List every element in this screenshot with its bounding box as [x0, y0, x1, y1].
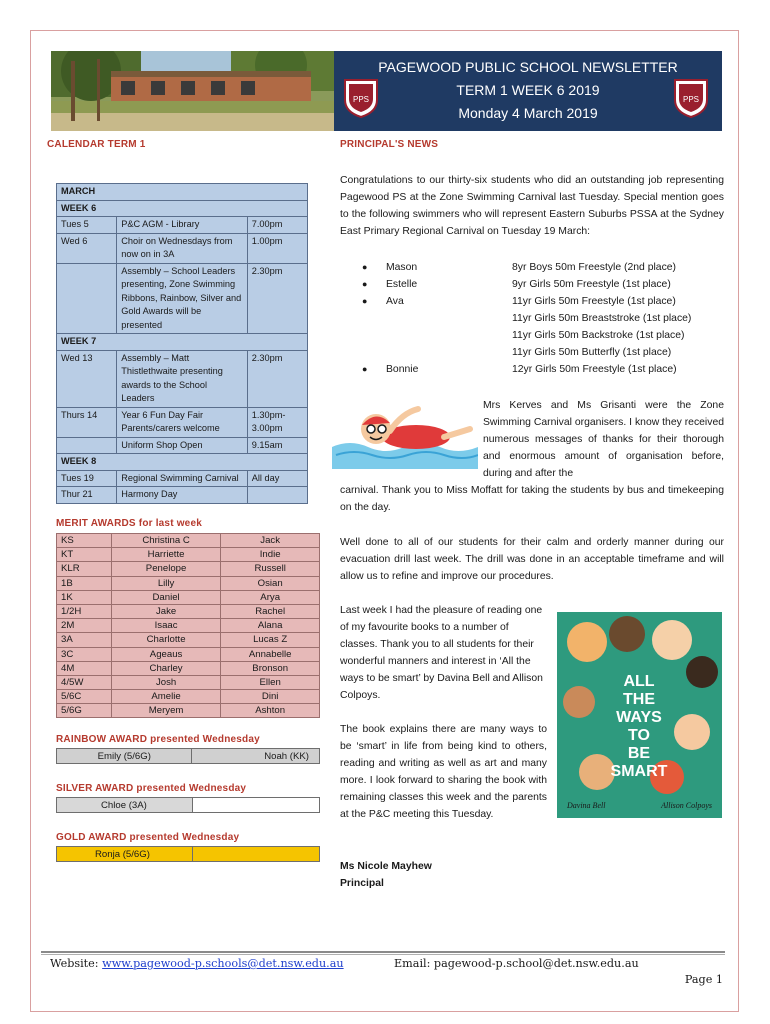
swimmer-row — [362, 361, 722, 378]
calendar-day: Wed 13 — [57, 350, 117, 407]
gold-award-table — [56, 846, 320, 862]
website-label: Website: — [50, 957, 103, 970]
merit-student: Meryem — [111, 704, 221, 718]
calendar-day: Thur 21 — [57, 487, 117, 504]
calendar-month: MARCH — [57, 184, 308, 201]
swimmer-name: Ava — [386, 296, 404, 307]
merit-row — [57, 590, 320, 604]
swimmer-event: 11yr Girls 50m Backstroke (1st place) — [512, 330, 685, 341]
merit-student: Ageaus — [111, 647, 221, 661]
calendar-row — [57, 233, 308, 263]
calendar-day: Thurs 14 — [57, 407, 117, 437]
merit-class: 5/6C — [57, 690, 112, 704]
swimmer-name: Bonnie — [386, 364, 419, 375]
book-illustrator: Allison Colpoys — [661, 801, 712, 810]
calendar-event: Year 6 Fun Day Fair Parents/carers welcome — [117, 407, 248, 437]
calendar-row — [57, 350, 308, 407]
book-title-line: ALL — [623, 673, 655, 690]
book-title-line: WAYS — [616, 709, 662, 726]
swimmer-row — [362, 259, 722, 276]
calendar-day — [57, 263, 117, 334]
merit-row — [57, 619, 320, 633]
silver-heading: SILVER AWARD presented Wednesday — [56, 783, 247, 794]
page-number: Page 1 — [684, 973, 723, 986]
calendar-row — [57, 407, 308, 437]
merit-student: Jake — [111, 604, 221, 618]
newsletter-date: Monday 4 March 2019 — [458, 105, 598, 121]
award-recipient — [192, 847, 319, 862]
list-bullet: ● — [362, 296, 368, 306]
calendar-event: Choir on Wednesdays from now on in 3A — [117, 233, 248, 263]
news-paragraph: The book explains there are many ways to be ‘smart’ in life from being kind to others, reading and writing as well as art and many more. I look forward to sharing the book with remaining classes this week and the parents at the P&C meeting this Tuesday. — [340, 724, 547, 820]
rainbow-award-table — [56, 748, 320, 764]
calendar-time: 2.30pm — [247, 350, 307, 407]
book-title-line: SMART — [610, 763, 668, 780]
swimmer-row — [362, 344, 722, 361]
book-title-line: TO — [628, 727, 650, 744]
news-paragraph: Last week I had the pleasure of reading one of my favourite books to a number of classes. Thank you to all students for their wonderful manners and interest in ‘All the ways to be smart’ by Davina Bell and Allison Colpoys. — [340, 605, 543, 701]
calendar-day — [57, 437, 117, 454]
swimmer-row — [362, 327, 722, 344]
merit-heading: MERIT AWARDS for last week — [56, 518, 202, 529]
merit-row — [57, 548, 320, 562]
list-bullet: ● — [362, 364, 368, 374]
merit-class: 1B — [57, 576, 112, 590]
merit-student: Bronson — [221, 661, 320, 675]
merit-student: Lilly — [111, 576, 221, 590]
merit-student: Dini — [221, 690, 320, 704]
footer-email: Email: pagewood-p.school@det.nsw.edu.au — [394, 957, 639, 970]
merit-student: Annabelle — [221, 647, 320, 661]
merit-row — [57, 534, 320, 548]
calendar-time: 1.00pm — [247, 233, 307, 263]
calendar-week-label: WEEK 7 — [57, 334, 308, 351]
calendar-event: Regional Swimming Carnival — [117, 470, 248, 487]
merit-row — [57, 576, 320, 590]
news-paragraph: carnival. Thank you to Miss Moffatt for taking the students by bus and timekeeping on the day. — [340, 485, 724, 513]
merit-student: Osian — [221, 576, 320, 590]
calendar-event: Harmony Day — [117, 487, 248, 504]
calendar-row — [57, 470, 308, 487]
crest-letters: PPS — [682, 95, 700, 104]
gold-heading: GOLD AWARD presented Wednesday — [56, 832, 240, 843]
merit-row — [57, 562, 320, 576]
swimmer-row — [362, 293, 722, 310]
merit-row — [57, 604, 320, 618]
award-recipient: Noah (KK) — [192, 749, 320, 764]
book-cover-image — [557, 612, 722, 818]
footer-website — [50, 957, 344, 970]
swimmer-row — [362, 310, 722, 327]
list-bullet: ● — [362, 262, 368, 272]
school-building-photo — [51, 51, 334, 131]
book-author: Davina Bell — [567, 801, 606, 810]
calendar-day: Tues 19 — [57, 470, 117, 487]
merit-row — [57, 675, 320, 689]
merit-row — [57, 633, 320, 647]
calendar-event: Assembly – School Leaders presenting, Zone Swimming Ribbons, Rainbow, Silver and Gold Awards will be presented — [117, 263, 248, 334]
merit-student: Russell — [221, 562, 320, 576]
merit-student: Charlotte — [111, 633, 221, 647]
merit-row — [57, 704, 320, 718]
book-title-line: BE — [627, 745, 651, 762]
footer-divider — [41, 954, 725, 955]
merit-class: 1K — [57, 590, 112, 604]
merit-row — [57, 647, 320, 661]
calendar-day: Tues 5 — [57, 217, 117, 234]
merit-student: Jack — [221, 534, 320, 548]
calendar-time — [247, 487, 307, 504]
merit-row — [57, 661, 320, 675]
book-title-line: THE — [623, 691, 655, 708]
award-recipient — [192, 798, 319, 813]
award-recipient: Emily (5/6G) — [57, 749, 192, 764]
calendar-event: Assembly – Matt Thistlethwaite presenting awards to the School Leaders — [117, 350, 248, 407]
swimmer-event: 9yr Girls 50m Freestyle (1st place) — [512, 279, 671, 290]
swimmer-illustration — [332, 395, 478, 469]
principal-name: Ms Nicole Mayhew — [340, 861, 432, 872]
calendar-event: Uniform Shop Open — [117, 437, 248, 454]
news-paragraph: Congratulations to our thirty-six students who did an outstanding job representing Pagewood PS at the Zone Swimming Carnival last Tuesday. Special mention goes to the following swimmers who will represent Eastern Suburbs PSSA at the Sydney East Primary Regional Carnival on Tuesday 19 March: — [340, 175, 724, 237]
merit-student: Indie — [221, 548, 320, 562]
merit-class: KLR — [57, 562, 112, 576]
calendar-time: 9.15am — [247, 437, 307, 454]
list-bullet: ● — [362, 279, 368, 289]
signature-block — [340, 858, 432, 892]
calendar-table — [56, 183, 308, 504]
merit-class: 4/5W — [57, 675, 112, 689]
principals-news-heading: PRINCIPAL'S NEWS — [340, 139, 439, 150]
calendar-row — [57, 487, 308, 504]
crest-letters: PPS — [352, 95, 370, 104]
school-crest-right — [673, 78, 709, 118]
swimmer-event: 11yr Girls 50m Butterfly (1st place) — [512, 347, 672, 358]
swimmer-name: Estelle — [386, 279, 418, 290]
merit-awards-table — [56, 533, 320, 718]
merit-student: Rachel — [221, 604, 320, 618]
swimmers-list — [362, 259, 722, 378]
merit-class: 3A — [57, 633, 112, 647]
news-paragraph: Mrs Kerves and Ms Grisanti were the Zone Swimming Carnival organisers. I know they received numerous messages of thanks for their thorough and enormous amount of organisation before, during and after the — [483, 400, 724, 479]
calendar-row — [57, 263, 308, 334]
merit-class: KS — [57, 534, 112, 548]
newsletter-title: PAGEWOOD PUBLIC SCHOOL NEWSLETTER — [378, 59, 678, 75]
calendar-time: 2.30pm — [247, 263, 307, 334]
award-recipient: Ronja (5/6G) — [57, 847, 193, 862]
merit-student: Christina C — [111, 534, 221, 548]
calendar-day: Wed 6 — [57, 233, 117, 263]
merit-class: 5/6G — [57, 704, 112, 718]
merit-student: Arya — [221, 590, 320, 604]
calendar-week-label: WEEK 6 — [57, 200, 308, 217]
newsletter-term: TERM 1 WEEK 6 2019 — [456, 82, 600, 98]
swimmer-event: 11yr Girls 50m Freestyle (1st place) — [512, 296, 676, 307]
silver-award-table — [56, 797, 320, 813]
merit-class: 2M — [57, 619, 112, 633]
principal-title: Principal — [340, 878, 384, 889]
merit-student: Ashton — [221, 704, 320, 718]
swimmer-event: 11yr Girls 50m Breaststroke (1st place) — [512, 313, 692, 324]
merit-class: 3C — [57, 647, 112, 661]
calendar-time: 7.00pm — [247, 217, 307, 234]
footer-divider — [41, 951, 725, 953]
award-recipient: Chloe (3A) — [57, 798, 193, 813]
calendar-time: All day — [247, 470, 307, 487]
merit-student: Charley — [111, 661, 221, 675]
merit-student: Harriette — [111, 548, 221, 562]
calendar-event: P&C AGM - Library — [117, 217, 248, 234]
merit-student: Amelie — [111, 690, 221, 704]
website-link[interactable]: www.pagewood-p.schools@det.nsw.edu.au — [102, 957, 344, 970]
calendar-row — [57, 437, 308, 454]
merit-class: 4M — [57, 661, 112, 675]
swimmer-row — [362, 276, 722, 293]
merit-row — [57, 690, 320, 704]
merit-student: Josh — [111, 675, 221, 689]
rainbow-heading: RAINBOW AWARD presented Wednesday — [56, 734, 260, 745]
merit-student: Lucas Z — [221, 633, 320, 647]
calendar-week-label: WEEK 8 — [57, 454, 308, 471]
merit-student: Daniel — [111, 590, 221, 604]
calendar-heading: CALENDAR TERM 1 — [47, 139, 146, 150]
merit-class: 1/2H — [57, 604, 112, 618]
calendar-time: 1.30pm-3.00pm — [247, 407, 307, 437]
merit-class: KT — [57, 548, 112, 562]
swimmer-name: Mason — [386, 262, 418, 273]
merit-student: Alana — [221, 619, 320, 633]
calendar-row — [57, 217, 308, 234]
swimmer-event: 8yr Boys 50m Freestyle (2nd place) — [512, 262, 677, 273]
swimmer-event: 12yr Girls 50m Freestyle (1st place) — [512, 364, 677, 375]
merit-student: Ellen — [221, 675, 320, 689]
merit-student: Penelope — [111, 562, 221, 576]
school-crest-left — [343, 78, 379, 118]
merit-student: Isaac — [111, 619, 221, 633]
newsletter-banner — [334, 51, 722, 131]
news-paragraph: Well done to all of our students for their calm and orderly manner during our evacuation drill last week. The drill was done in an acceptable timeframe and will allow us to refine and improve our procedures. — [340, 537, 724, 582]
